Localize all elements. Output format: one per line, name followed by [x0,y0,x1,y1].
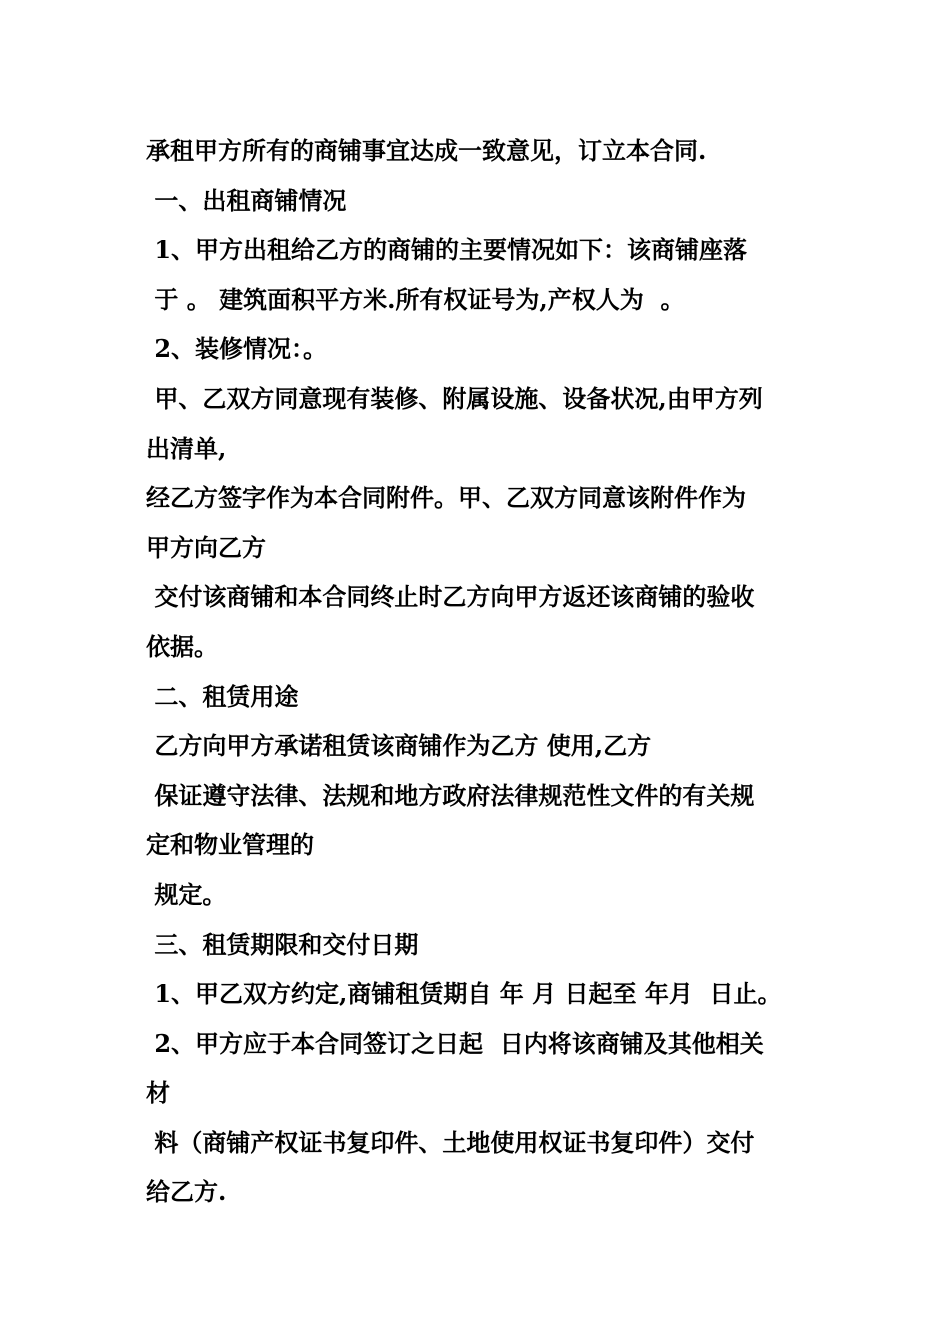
text-line: 1、甲乙双方约定,商铺租赁期自 年 月 日起至 年月 日止。 [146,979,782,1009]
text-line: 1、甲方出租给乙方的商铺的主要情况如下：该商铺座落 [146,235,748,265]
text-line: 出清单, [146,433,227,463]
text-line: 依据。 [146,631,218,661]
section-heading: 二、租赁用途 [146,681,299,711]
section-heading: 三、租赁期限和交付日期 [146,929,419,959]
document-body [146,126,826,1217]
text-line: 乙方向甲方承诺租赁该商铺作为乙方 使用,乙方 [146,731,652,761]
text-line: 交付该商铺和本合同终止时乙方向甲方返还该商铺的验收 [146,582,755,612]
text-line: 定和物业管理的 [146,830,314,860]
text-line: 给乙方. [146,1177,227,1207]
text-line: 材 [146,1078,170,1108]
text-line: 保证遵守法律、法规和地方政府法律规范性文件的有关规 [146,780,755,810]
text-line: 甲、乙双方同意现有装修、附属设施、设备状况,由甲方列 [146,383,763,413]
text-line: 承租甲方所有的商铺事宜达成一致意见，订立本合同. [146,136,707,165]
text-line: 2、甲方应于本合同签订之日起 日内将该商铺及其他相关 [146,1028,764,1058]
text-line: 2、装修情况：。 [146,334,328,364]
text-line: 于 。 建筑面积平方米.所有权证号为,产权人为 。 [146,284,685,314]
text-line: 甲方向乙方 [146,532,266,562]
section-heading: 一、出租商铺情况 [146,185,347,215]
text-line: 经乙方签字作为本合同附件。甲、乙双方同意该附件作为 [146,483,746,513]
text-line: 料（商铺产权证书复印件、土地使用权证书复印件）交付 [146,1127,755,1157]
text-line: 规定。 [146,879,227,909]
